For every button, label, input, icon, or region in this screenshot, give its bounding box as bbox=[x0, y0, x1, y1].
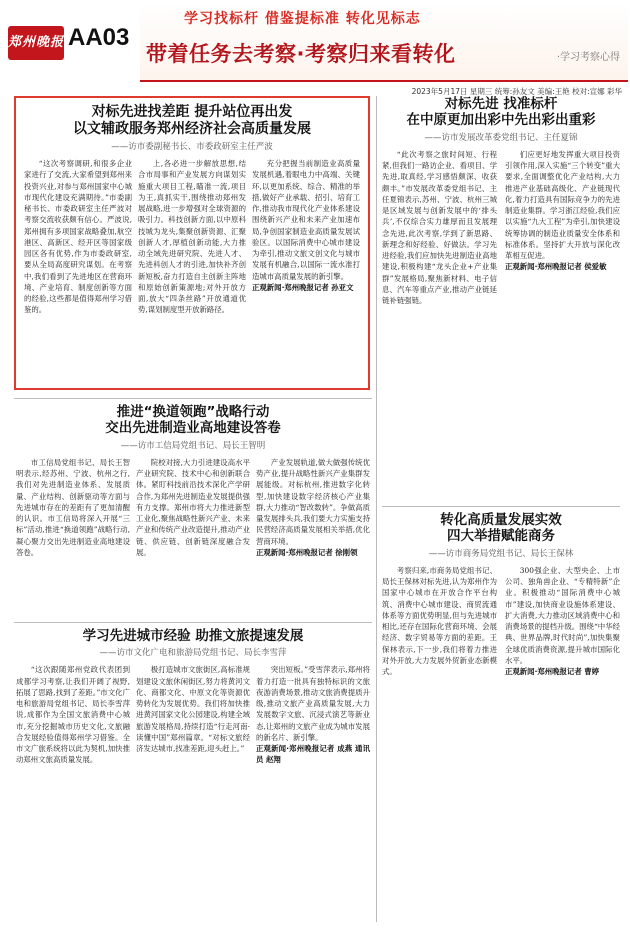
article-subtitle: ——访市文化广电和旅游局党组书记、局长李雪萍 bbox=[99, 648, 287, 659]
text-column bbox=[382, 565, 497, 917]
paragraph: 上,各必进一步解放思想,结合市局事和产业发展方向谋划实施重大项目工程,瞄准一流,项目为王,真抓实干,围绕推动郑州发展战略,进一步增强对全球资源的吸引力。科技创新方面,以中原科技城为龙头,集聚创新资源、汇聚创新人才,厚植创新动能,大力推动全域先进研究院、先进人才、先进科创人才的引进,加快补齐创新短板,奋力打造自主创新主阵地和原始创新策源地;对外开放方面,放大“四条丝路”开放通道优势,谋划制度型开放新路径。 bbox=[138, 159, 246, 315]
text-column bbox=[136, 664, 250, 916]
article-headline: 学习先进城市经验 助推文旅提速发展 bbox=[82, 628, 304, 644]
article-highlighted[interactable] bbox=[14, 96, 370, 390]
date-line: 2023年5月17日 星期三 统筹:孙友文 美编:王艳 校对:宣娜 彩华 bbox=[411, 87, 622, 96]
article-subtitle: ——访市商务局党组书记、局长王保林 bbox=[428, 548, 574, 559]
article-divider bbox=[14, 398, 372, 399]
article-headline-secondary: 四大举措赋能商务 bbox=[447, 528, 555, 545]
byline: 正观新闻·郑州晚报记者 成燕 通讯员 赵翔 bbox=[256, 744, 370, 765]
masthead bbox=[8, 4, 136, 78]
article-divider bbox=[382, 506, 620, 507]
article-headline-secondary: 在中原更加出彩中先出彩出重彩 bbox=[406, 112, 596, 129]
paragraph: 突出短板。”受雪萍表示,郑州将着力打造一批具有独特标识的文旅夜游消费场景,推动文旅消费提质升级,推动文旅产业高质量发展,大力发展数字文旅、沉浸式演艺等新业态,让郑州的文旅产业成为城市发展的新名片、新引擎。 bbox=[256, 665, 370, 742]
paragraph: 产业发展轨道,做大做强传统优势产业,提升战略性新兴产业集群发展能级。对标杭州,推进数字化转型,加快建设数字经济核心产业集群,大力推动“智改数转”。争做高质量发展排头兵,我们要大力实施支持民营经济高质量发展相关举措,优化营商环境。 bbox=[256, 457, 370, 546]
banner-slogan: 学习找标杆 借鉴提标准 转化见标志 bbox=[184, 11, 421, 27]
article-body bbox=[382, 149, 620, 497]
paragraph: “此次考察之旅时间短、行程紧,但我们一路访企业、看项目、学先进,取真经,学习感悟颇深、收获颇丰。”市发展改革委党组书记、主任夏锦表示,苏州、宁波、杭州三城是区域发展与创新发展中的‘排头兵’,不仅综合实力雄厚而且发展理念先进,此次考察,学到了新思路、新理念和好经验、好做法。学习先进经验,我们应加快先进制造业高地建设,积极构建“龙头企业+产业集群”发展格局,聚焦新材料、电子信息、汽车等重点产业,推动产业链延链补链强链。 bbox=[382, 149, 497, 306]
article-subtitle: ——访市委副秘书长、市委政研室主任严波 bbox=[111, 142, 273, 153]
article-headline: 转化高质量发展实效 bbox=[440, 512, 562, 528]
newspaper-logo: 郑州晚报 bbox=[8, 26, 64, 60]
paragraph: 考察归来,市商务局党组书记、局长王保林对标先进,认为郑州作为国家中心城市在开放合作平台构筑、消费中心城市建设、商贸流通体系等方面优势明显,但与先进城市相比,还存在国际化营商环境、会展经济、数字贸易等方面的差距。王保林表示,下一步,我们将着力推进对外开放,大力发展外贸新业态新模式。 bbox=[382, 565, 497, 677]
banner-series-label: ·学习考察心得 bbox=[556, 52, 620, 63]
byline: 正观新闻·郑州晚报记者 孙亚文 bbox=[252, 282, 354, 292]
article-body bbox=[382, 565, 620, 917]
paragraph: 充分把握当前制造业高质量发展机遇,着眼电力中高端、关键环,以更加系统、综合、精准的举措,做好产业承载、招引、培育工作,推动我市现代化产业体系建设围绕新兴产业和未来产业加速布局,争创国家制造业高质量发展试验区。以国际消费中心城市建设为牵引,推动文旅文创文化与城市发展有机融合,以国际一流水准打造城市高质量发展的新引擎。 bbox=[252, 159, 360, 281]
article-subtitle: ——访市工信局党组书记、局长王智明 bbox=[120, 440, 266, 451]
article[interactable] bbox=[382, 96, 620, 500]
byline: 正观新闻·郑州晚报记者 侯爱敏 bbox=[505, 262, 607, 272]
article-headline-secondary: 以文辅政服务郑州经济社会高质量发展 bbox=[73, 121, 311, 138]
article-body bbox=[16, 457, 370, 605]
page-number: AA03 bbox=[68, 24, 130, 51]
text-column bbox=[256, 664, 370, 916]
article[interactable] bbox=[16, 628, 370, 924]
article[interactable] bbox=[382, 512, 620, 922]
text-column bbox=[256, 457, 370, 605]
article-divider bbox=[14, 622, 372, 623]
text-column bbox=[505, 149, 620, 497]
text-column bbox=[136, 457, 250, 605]
paragraph: 极打造城市文旅街区,高标准规划建设文旅休闲街区,努力将黄河文化、商都文化、中原文化等资源优势转化为发展优势。我们将加快推进黄河国家文化公园建设,构建全域旅游发展格局,持续打造“行走河南·读懂中国”郑州篇章。“对标文旅经济发达城市,找准差距,迎头赶上。” bbox=[136, 665, 250, 754]
text-column bbox=[24, 158, 132, 390]
text-column bbox=[16, 457, 130, 605]
page-header bbox=[0, 0, 630, 96]
article-headline-secondary: 交出先进制造业高地建设答卷 bbox=[105, 420, 281, 437]
text-column bbox=[138, 158, 246, 390]
text-column bbox=[16, 664, 130, 916]
article-headline: 推进“换道领跑”战略行动 bbox=[116, 404, 270, 420]
text-column bbox=[382, 149, 497, 497]
article-body bbox=[24, 158, 360, 390]
text-column bbox=[252, 158, 360, 390]
byline: 正观新闻·郑州晚报记者 曹婷 bbox=[505, 667, 600, 677]
banner-stripe bbox=[140, 80, 628, 82]
article-subtitle: ——访市发展改革委党组书记、主任夏锦 bbox=[424, 132, 578, 143]
paragraph: “这次跟随郑州党政代表团到成都学习考察,让我们开阔了视野,拓展了思路,找到了差距。”市文化广电和旅游局党组书记、局长李雪萍说,成都作为全国文旅消费中心城市,充分挖掘城市历史文化,文旅融合发展经验值得郑州学习借鉴。全市文广旅系统将以此为契机,加快推动郑州文旅高质量发展。 bbox=[16, 665, 130, 765]
banner-title: 带着任务去考察·考察归来看转化 bbox=[146, 42, 456, 66]
article-headline: 对标先进 找准标杆 bbox=[444, 96, 558, 112]
paragraph: 院校对接,大力引进建设高水平产业研究院、技术中心和创新联合体。紧盯科技前沿技术深化产学研合作,为郑州先进制造业发展提供强有力支撑。郑州市将大力推进新型工业化,聚焦战略性新兴产业、未来产业和传统产业改造提升,推动产业链、供应链、创新链深度融合发展。 bbox=[136, 457, 250, 557]
article-body bbox=[16, 664, 370, 916]
paragraph: 们应更好地发挥重大项目投资引领作用,深入实施“三个转变”重大要求,全面调整优化产业结构,大力推进产业基础高级化、产业链现代化,着力打造具有国际竞争力的先进制造业集群。学习浙江经验,我们应以实施“九大工程”为牵引,加快建设统筹协调的制造业质量安全体系和标准体系。坚持扩大开放与深化改革相互促进。 bbox=[505, 149, 620, 261]
byline: 正观新闻·郑州晚报记者 徐刚领 bbox=[256, 547, 358, 557]
section-banner bbox=[140, 2, 628, 82]
paragraph: 市工信局党组书记、局长王智明表示,经苏州、宁波、杭州之行,我们对先进制造业体系、发展质量、产业结构、创新驱动等方面与先进城市存在的差距有了更加清醒的认识。市工信局将深入开展“三标”活动,推进“换道领跑”战略行动,凝心聚力交出先进制造业高地建设答卷。 bbox=[16, 457, 130, 557]
paragraph: “这次考察调研,和很多企业家进行了交流,大家希望到郑州来投资兴业,对参与郑州国家中心城市现代化建设充满期待。”市委副秘书长、市委政研室主任严波对考察交流收获颇有信心。严波说,郑州拥有多项国家战略叠加,航空港区、高新区、经开区等国家级园区各有优势,作为市委政研室,要从全局高度研究谋划。在考察中,我们看到了先进地区在营商环境、产业培育、制度创新等方面的经验,这些都是值得郑州学习借鉴的。 bbox=[24, 159, 132, 315]
text-column bbox=[505, 565, 620, 917]
article[interactable] bbox=[16, 404, 370, 618]
paragraph: 300强企业、大型央企、上市公司、独角兽企业、“专精特新”企业。积极推动“国际消费中心城市”建设,加快商业设施体系建设、扩大消费,大力推动区域消费中心和消费场景的提档升级。围绕“中华经典、世界品牌,时代时尚”,加快集聚全球优质消费资源,提升城市国际化水平。 bbox=[505, 565, 620, 665]
column-divider bbox=[376, 96, 377, 922]
article-headline: 对标先进找差距 提升站位再出发 bbox=[91, 104, 293, 120]
